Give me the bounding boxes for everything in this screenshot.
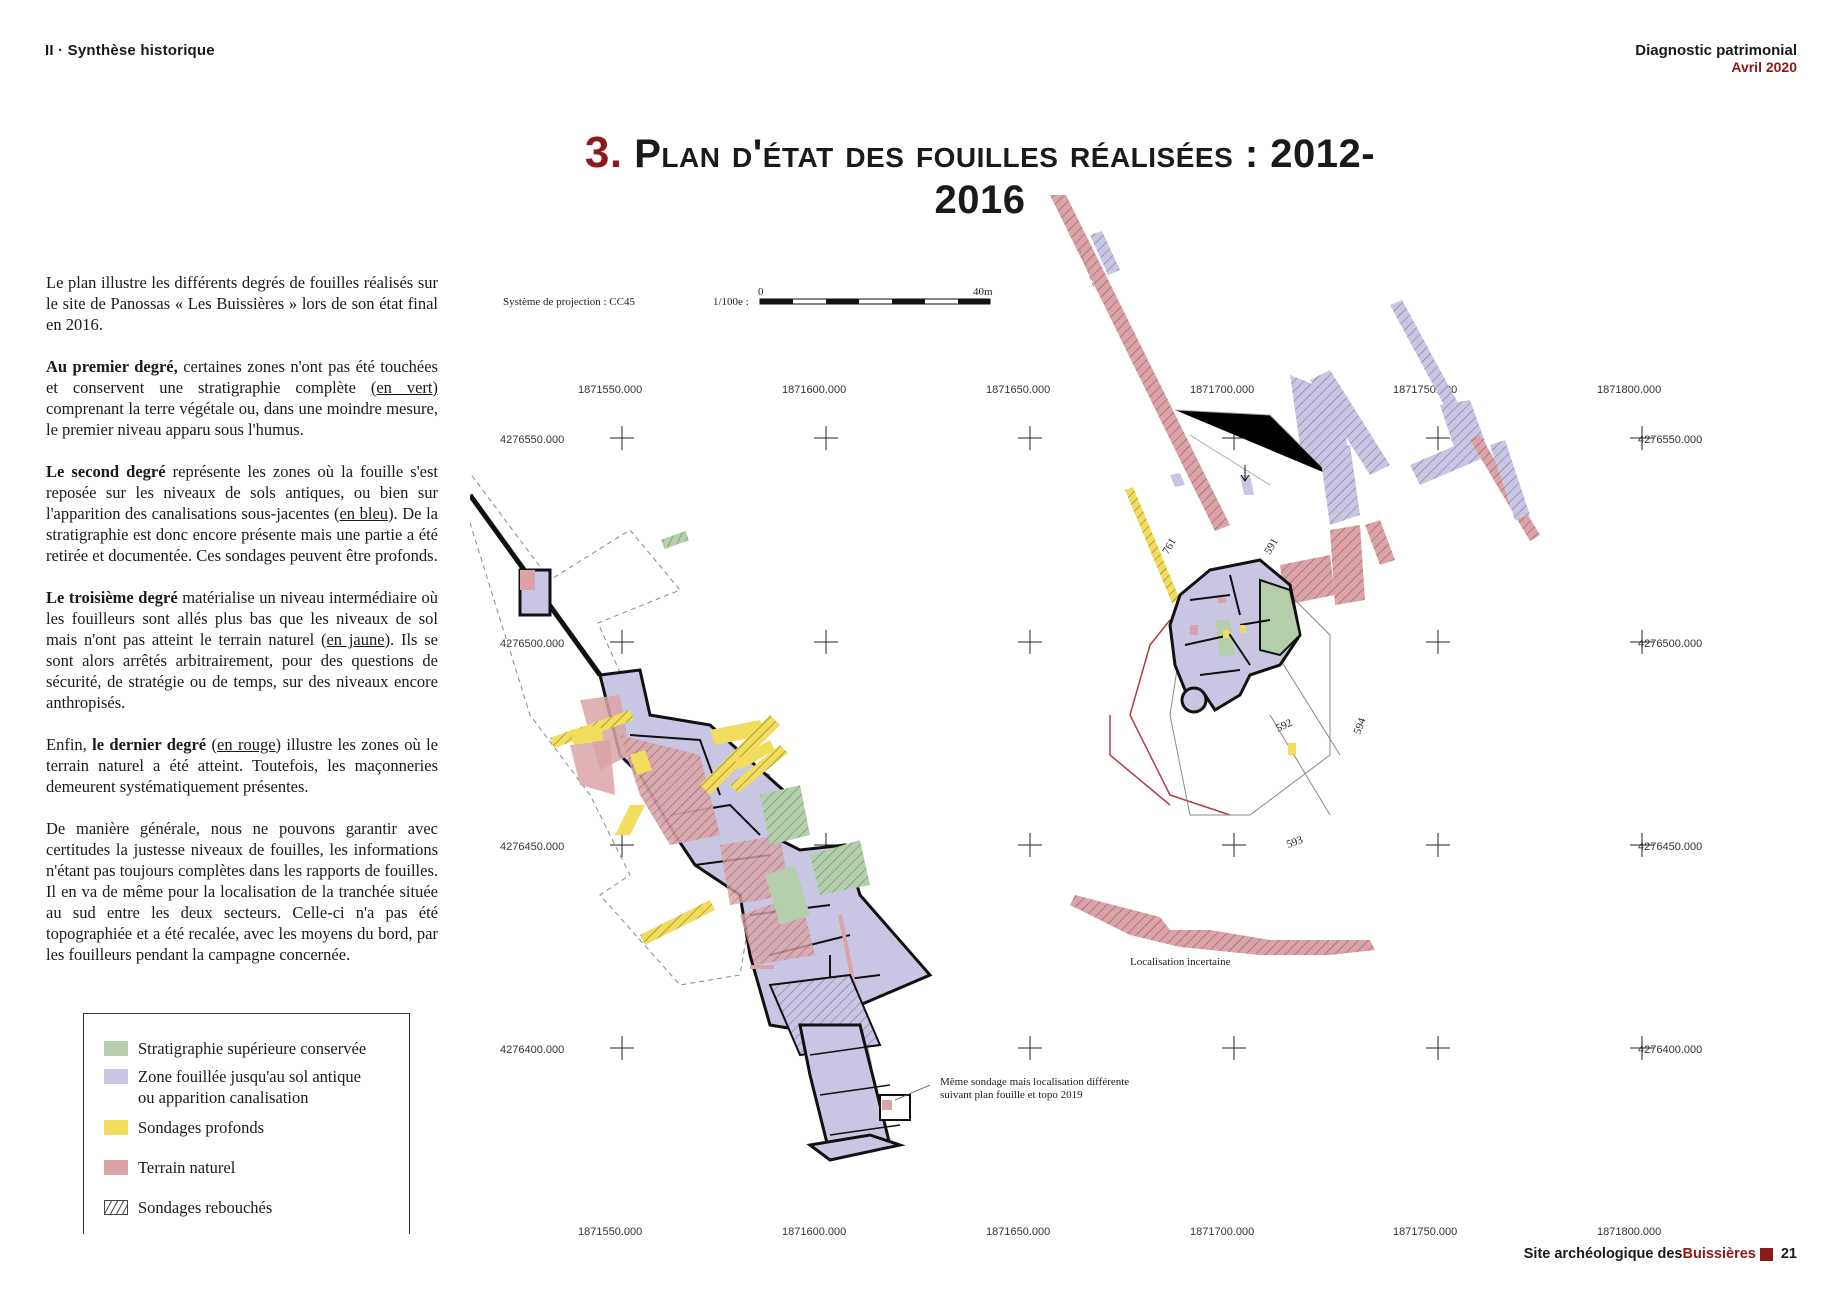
sounding-note-line-1: Même sondage mais localisation différente (940, 1076, 1130, 1088)
p5-text-b: ( (206, 735, 218, 754)
scale-label: 1/100e : (713, 296, 749, 308)
west-sector-plan (470, 473, 930, 1160)
header-doc-title: Diagnostic patrimonial (1635, 42, 1797, 59)
paragraph-1: Le plan illustre les différents degrés de fouilles réalisés sur le site de Panossas « Les Buissières » lors de son état final en 2016. (46, 273, 438, 334)
x-tick-bottom: 1871600.000 (782, 1226, 847, 1238)
projection-label: Système de projection : CC45 (503, 296, 635, 308)
sounding-note-line-2: suivant plan fouille et topo 2019 (940, 1089, 1083, 1101)
legend-swatch-yellow (104, 1120, 128, 1135)
legend-item-natural-ground (104, 1157, 235, 1178)
x-tick-top: 1871550.000 (578, 384, 643, 396)
legend-swatch-blue (104, 1069, 128, 1084)
footer-site-name: Buissières (1682, 1246, 1756, 1262)
p2-text-a: certaines zones n'ont pas été touchées et conservent une stratigraphie complète (46, 357, 438, 397)
header-doc-date: Avril 2020 (1731, 59, 1797, 75)
x-tick-top: 1871700.000 (1190, 384, 1255, 396)
y-tick-right: 4276450.000 (1638, 841, 1703, 853)
legend-item-excavated (104, 1066, 374, 1108)
structure-label: 761 (1160, 536, 1179, 557)
p4-text-a: matérialise un niveau intermédiaire où les fouilleurs sont allés plus bas que les niveaux de sol mais n'ont pas atteint le terrain naturel ( (46, 588, 438, 649)
legend-item-filled-soundings (104, 1197, 272, 1218)
x-tick-top: 1871650.000 (986, 384, 1051, 396)
y-tick-right: 4276500.000 (1638, 638, 1703, 650)
p5-text-c: ) illustre les zones où le terrain naturel a été atteint. Toutefois, les maçonneries demeurent systématiquement présentes. (46, 735, 438, 796)
legend-swatch-hatch (104, 1200, 128, 1215)
legend-label: Stratigraphie supérieure conservée (138, 1039, 367, 1058)
p5-bold: le dernier degré (92, 735, 207, 754)
header-doc-info (1635, 42, 1797, 76)
p3-text-a: représente les zones où la fouille s'est reposée sur les niveaux de sols antiques, ou bien sur l'apparition des canalisations sous-jacentes ( (46, 462, 438, 523)
p4-text-b: ). Ils se sont alors arrêtés arbitrairement, pour des questions de sécurité, de stratégie ou de temps, sur des niveaux encore anthropisés. (46, 630, 438, 712)
excavation-plan-map (470, 195, 1720, 1245)
p3-underline: en bleu (339, 504, 389, 523)
scale-bar (760, 299, 990, 304)
p2-bold: Au premier degré, (46, 357, 178, 376)
y-tick-right: 4276550.000 (1638, 434, 1703, 446)
paragraph-4 (46, 587, 438, 713)
legend-label: Terrain naturel (138, 1158, 236, 1177)
x-tick-top: 1871600.000 (782, 384, 847, 396)
p2-underline: (en vert) (370, 378, 438, 397)
map-legend (83, 1013, 410, 1234)
x-tick-top: 1871750.000 (1393, 384, 1458, 396)
paragraph-3 (46, 461, 438, 566)
page-footer (1524, 1246, 1797, 1262)
uncertain-location-label: Localisation incertaine (1130, 956, 1231, 968)
legend-swatch-green (104, 1041, 128, 1056)
paragraph-2 (46, 356, 438, 440)
p5-text-a: Enfin, (46, 735, 93, 754)
x-tick-top: 1871800.000 (1597, 384, 1662, 396)
legend-item-deep-soundings (104, 1117, 264, 1138)
p5-underline: en rouge (217, 735, 276, 754)
p3-text-b: ). De la stratigraphie est donc encore présente mais une partie a été retirée et documentée. Ces sondages peuvent être profonds. (46, 504, 438, 565)
body-text (46, 272, 438, 986)
east-sector-plan (1050, 195, 1540, 968)
legend-label: Sondages profonds (138, 1118, 265, 1137)
legend-label: Sondages rebouchés (138, 1198, 273, 1217)
x-tick-bottom: 1871650.000 (986, 1226, 1051, 1238)
paragraph-5 (46, 734, 438, 797)
y-tick-left: 4276400.000 (500, 1044, 565, 1056)
x-tick-bottom: 1871700.000 (1190, 1226, 1255, 1238)
structure-label: 593 (1284, 833, 1305, 851)
p2-text-b: comprenant la terre végétale ou, dans une moindre mesure, le premier niveau apparu sous l'humus. (46, 399, 438, 439)
paragraph-6: De manière générale, nous ne pouvons garantir avec certitudes la justesse niveaux de fouilles, les informations n'étant pas toujours complètes dans les rapports de fouilles. Il en va de même pour la localisation de la tranchée située au sud entre les deux secteurs. Celle-ci n'a pas été topographiée et a été recalée, avec les moyens du bord, par les fouilleurs pendant la campagne concernée. (46, 819, 438, 964)
legend-swatch-red (104, 1160, 128, 1175)
x-tick-bottom: 1871800.000 (1597, 1226, 1662, 1238)
title-text: Plan d'état des fouilles réalisées : 2012-2016 (634, 132, 1376, 222)
page-number: 21 (1780, 1246, 1797, 1262)
scale-end: 40m (973, 286, 993, 298)
y-tick-right: 4276400.000 (1638, 1044, 1703, 1056)
x-tick-bottom: 1871550.000 (578, 1226, 643, 1238)
structure-label: 591 (1262, 536, 1281, 557)
scale-start: 0 (758, 286, 764, 298)
p4-underline: en jaune (326, 630, 385, 649)
title-number: 3. (584, 128, 623, 177)
header-section: II · Synthèse historique (45, 42, 215, 59)
legend-label: Zone fouillée jusqu'au sol antique ou apparition canalisation (138, 1067, 361, 1107)
y-tick-left: 4276500.000 (500, 638, 565, 650)
y-tick-left: 4276550.000 (500, 434, 565, 446)
x-tick-bottom: 1871750.000 (1393, 1226, 1458, 1238)
structure-label: 594 (1351, 716, 1369, 737)
footer-square-icon (1760, 1248, 1773, 1261)
y-tick-left: 4276450.000 (500, 841, 565, 853)
legend-item-stratigraphy (104, 1038, 366, 1059)
structure-label: 592 (1274, 716, 1295, 735)
footer-text: Site archéologique des (1523, 1246, 1683, 1262)
p3-bold: Le second degré (46, 462, 166, 481)
p4-bold: Le troisième degré (46, 588, 178, 607)
